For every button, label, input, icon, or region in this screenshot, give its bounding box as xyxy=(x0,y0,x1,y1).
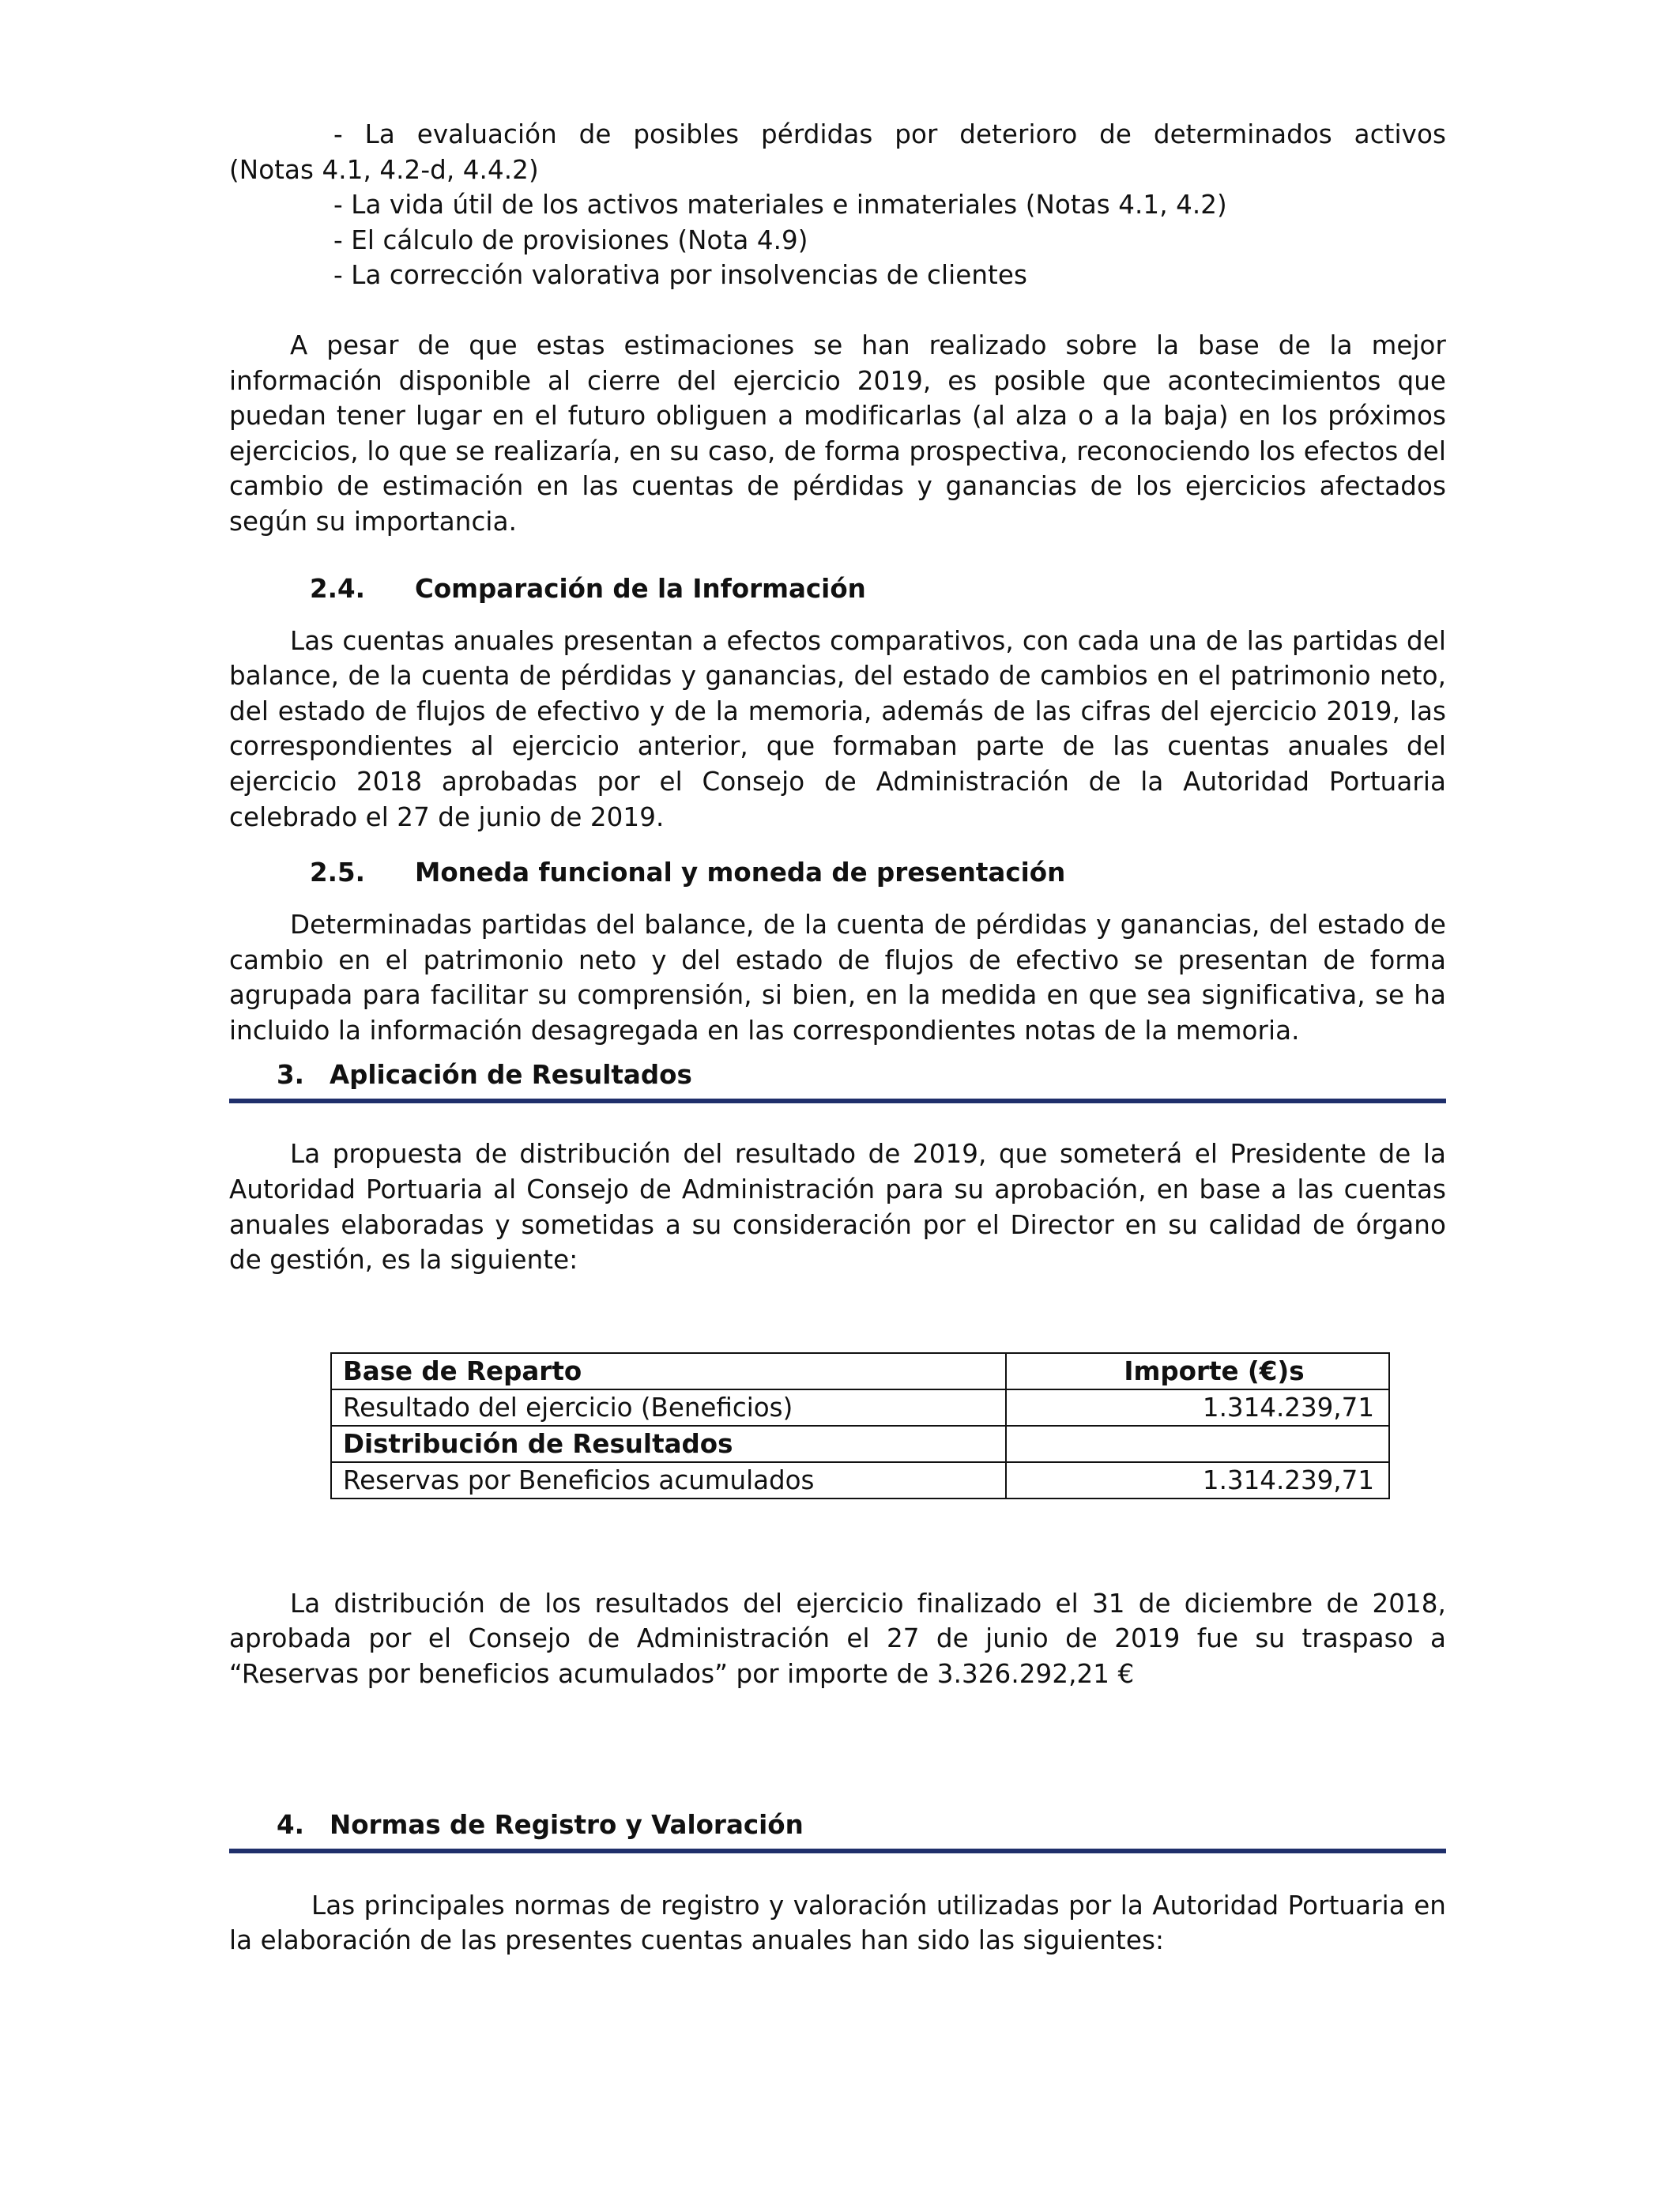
table-cell-resultado-value: 1.314.239,71 xyxy=(1006,1389,1389,1426)
section-2-4-title: Comparación de la Información xyxy=(415,573,866,604)
table-cell-distribucion-value xyxy=(1006,1426,1389,1462)
section-3-number: 3. xyxy=(277,1060,304,1091)
section-4-title: Normas de Registro y Valoración xyxy=(330,1809,804,1840)
section-2-5-number: 2.5. xyxy=(310,858,365,888)
table-row xyxy=(331,1462,1389,1498)
section-4-number: 4. xyxy=(277,1809,304,1840)
table-row xyxy=(331,1426,1389,1462)
estimates-bullet-list xyxy=(229,117,1446,293)
section-3-paragraph-2: La distribución de los resultados del ejercicio finalizado el 31 de diciembre de 2018, aprobada por el Consejo de Administración el 27 de junio de 2019 fue su traspaso a “Reservas por beneficios acumulados” por importe de 3.326.292,21 € xyxy=(229,1588,1446,1690)
table-header-importe: Importe (€)s xyxy=(1006,1353,1389,1389)
section-2-5-heading xyxy=(229,855,1446,890)
section-3-paragraph: La propuesta de distribución del resultado de 2019, que someterá el Presidente de la Autoridad Portuaria al Consejo de Administración para su aprobación, en base a las cuentas anuales elaboradas y sometidas a su consideración por el Director en su calidad de órgano de gestión, es la siguiente: xyxy=(229,1139,1446,1276)
section-2-5-title: Moneda funcional y moneda de presentación xyxy=(415,858,1066,888)
table-cell-distribucion-label: Distribución de Resultados xyxy=(331,1426,1006,1462)
table-cell-reservas-label: Reservas por Beneficios acumulados xyxy=(331,1462,1006,1498)
document-page xyxy=(229,111,1446,1958)
section-2-4-paragraph: Las cuentas anuales presentan a efectos comparativos, con cada una de las partidas del balance, de la cuenta de pérdidas y ganancias, del estado de cambios en el patrimonio neto, del estado de flujos de efectivo y de la memoria, además de las cifras del ejercicio 2019, las correspondientes al ejercicio anterior, que formaban parte de las cuentas anuales del ejercicio 2018 aprobadas por el Consejo de Administración de la Autoridad Portuaria celebrado el 27 de junio de 2019. xyxy=(229,625,1446,832)
bullet-item-deterioro: - La evaluación de posibles pérdidas por deterioro de determinados activos xyxy=(333,119,1446,149)
bullet-item-deterioro-notes: (Notas 4.1, 4.2-d, 4.4.2) xyxy=(229,154,539,185)
section-2-5-paragraph: Determinadas partidas del balance, de la cuenta de pérdidas y ganancias, del estado de cambio en el patrimonio neto y del estado de flujos de efectivo se presentan de forma agrupada para facilitar su comprensión, si bien, en la medida en que sea significativa, se ha incluido la información desagregada en las correspondientes notas de la memoria. xyxy=(229,910,1446,1046)
table-header-base: Base de Reparto xyxy=(331,1353,1006,1389)
section-4-paragraph: Las principales normas de registro y valoración utilizadas por la Autoridad Portuaria en la elaboración de las presentes cuentas anuales han sido las siguientes: xyxy=(229,1890,1446,1956)
distribution-table xyxy=(330,1352,1390,1499)
section-3-heading xyxy=(229,1057,1446,1103)
table-header-row xyxy=(331,1353,1389,1389)
bullet-item-provisiones: - El cálculo de provisiones (Nota 4.9) xyxy=(333,224,808,255)
table-cell-reservas-value: 1.314.239,71 xyxy=(1006,1462,1389,1498)
table-row xyxy=(331,1389,1389,1426)
bullet-item-vida-util: - La vida útil de los activos materiales e inmateriales (Notas 4.1, 4.2) xyxy=(333,190,1227,221)
table-cell-resultado-label: Resultado del ejercicio (Beneficios) xyxy=(331,1389,1006,1426)
section-2-4-heading xyxy=(229,571,1446,606)
section-3-title: Aplicación de Resultados xyxy=(330,1060,692,1091)
estimates-paragraph: A pesar de que estas estimaciones se han realizado sobre la base de la mejor información disponible al cierre del ejercicio 2019, es posible que acontecimientos que puedan tener lugar en el futuro obliguen a modificarlas (al alza o a la baja) en los próximos ejercicios, lo que se realizaría, en su caso, de forma prospectiva, reconociendo los efectos del cambio de estimación en las cuentas de pérdidas y ganancias de los ejercicios afectados según su importancia. xyxy=(229,330,1446,537)
bullet-item-insolvencias: - La corrección valorativa por insolvencias de clientes xyxy=(333,260,1028,291)
section-2-4-number: 2.4. xyxy=(310,573,365,604)
section-4-heading xyxy=(229,1808,1446,1853)
